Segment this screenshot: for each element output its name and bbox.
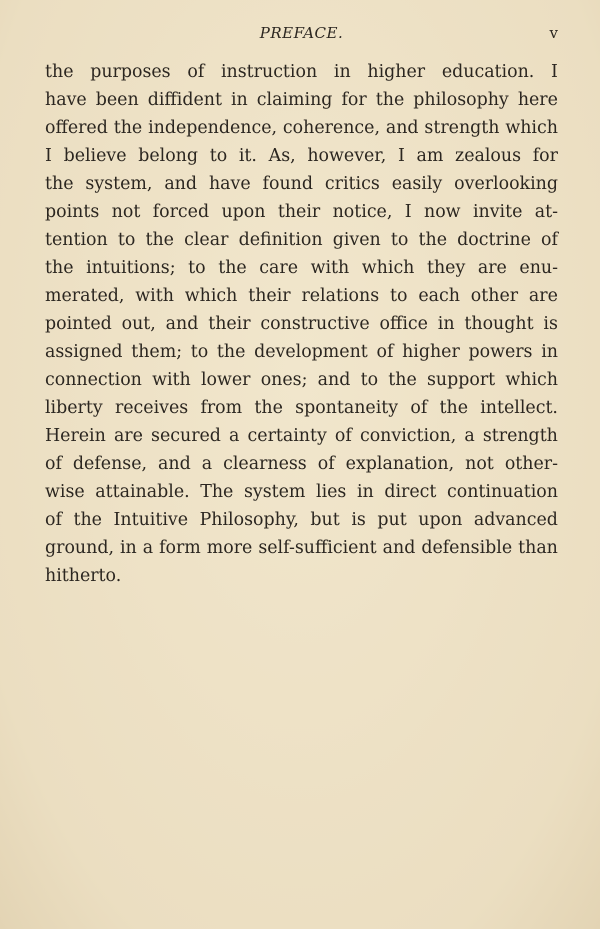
text-line: the intuitions; to the care with which they are enu- [45, 258, 558, 278]
text-line: offered the independence, coherence, and strength which [45, 118, 558, 138]
text-line: points not forced upon their notice, I now invite at- [45, 202, 558, 222]
text-line: Herein are secured a certainty of conviction, a strength [45, 426, 558, 446]
text-line: hitherto. [45, 566, 122, 586]
text-line: have been diffident in claiming for the philosophy here [45, 90, 558, 110]
text-line: the system, and have found critics easily overlooking [45, 174, 558, 194]
body-text [45, 58, 558, 590]
text-line: ground, in a form more self-sufficient and defensible than [45, 538, 558, 558]
text-line: of the Intuitive Philosophy, but is put upon advanced [45, 510, 558, 530]
running-head: PREFACE. [259, 24, 344, 42]
text-line: merated, with which their relations to each other are [45, 286, 558, 306]
text-line: I believe belong to it. As, however, I am zealous for [45, 146, 558, 166]
text-line: wise attainable. The system lies in direct continuation [45, 482, 558, 502]
text-line: tention to the clear definition given to the doctrine of [45, 230, 558, 250]
text-line: of defense, and a clearness of explanation, not other- [45, 454, 558, 474]
page-number: v [549, 24, 558, 42]
page-header [45, 22, 558, 46]
text-line: assigned them; to the development of higher powers in [45, 342, 558, 362]
text-line: the purposes of instruction in higher education. I [45, 62, 558, 82]
text-line: pointed out, and their constructive office in thought is [45, 314, 558, 334]
text-line: liberty receives from the spontaneity of the intellect. [45, 398, 558, 418]
text-line: connection with lower ones; and to the support which [45, 370, 558, 390]
